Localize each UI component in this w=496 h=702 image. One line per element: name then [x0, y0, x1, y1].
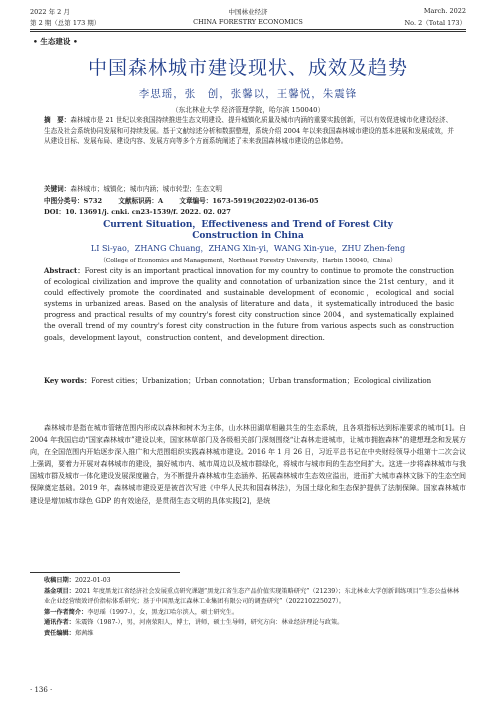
body-paragraph: 森林城市是指在城市管辖范围内形成以森林和树木为主体，山水林田湖草相融共生的生态系统，且各项指标达到标准要求的城市[1]。自 2004 年我国启动“国家森林城市”建设以来，国家林草部门及各级相关部门深刻围绕“让森林走进城市，让城市拥抱森林”的建想理念和发展方向，在全国范围内开始逐步深入推广和大范围组织实践森林城市建设。2016 年 1 月 26 日，习近平总书记在中央财经领导小组第十二次会议上强调，要着力开展对森林城市的建设，搞好城市内、城市周边以及城市群绿化，将城市与城市间的生态空间扩大。这进一步将森林城市与我国城市群及城市一体化建设发展深度融合，为不断提升森林城市生态涵养、拓展森林城市生态效应溢出，进而扩大城市森林文脉下的生态空间保障奠定基础。2019 年，森林城市建设更是被首次写进《中华人民共和国森林法》，为国土绿化和生态保护提供了法制保障。国家森林城市建设是增加城市绿色 GDP 的有效途径，是贯彻生态文明的具体实践[2]，是统 [30, 424, 466, 505]
article-number: 文章编号：1673-5919(2022)02-0136-05 [179, 197, 319, 205]
clc-number: 中图分类号：S732 [44, 197, 103, 205]
title-en-line-1: Current Situation，Effectiveness and Trend of Forest City [103, 220, 393, 230]
header-journal-cn: 中国林业经济 [228, 8, 268, 16]
keywords-en-text: Forest cities；Urbanization；Urban connotation；Urban transformation；Ecological civilization [91, 377, 432, 385]
keywords-en [44, 376, 454, 387]
header-date-en: March. 2022 [423, 7, 466, 15]
header-issue-en: No. 2（Total 173） [404, 19, 466, 27]
title-en-line-2: Construction in China [192, 231, 304, 241]
abstract-en [44, 265, 454, 344]
abstract-en-label: Abstract： [44, 266, 85, 275]
footnotes [44, 576, 464, 640]
footnote-rule [30, 572, 180, 573]
classification-line [44, 195, 333, 205]
abstract-cn [44, 115, 454, 147]
footnote-editor: 责任编辑：郑茜维 [44, 629, 94, 637]
abstract-cn-label: 摘 要： [44, 116, 71, 124]
header-rule [30, 29, 466, 30]
doi[interactable]: DOI：10. 13691/j. cnki. cn23-1539/f. 2022. 02. 027 [44, 208, 231, 216]
article-title-en [0, 220, 496, 242]
running-header-bottom [30, 18, 466, 28]
footnote-corresponding-author: 通讯作者：朱震锋（1987-），男，河南荥阳人，博士，讲师，硕士生导师，研究方向：林业经济理论与政策。 [44, 619, 344, 627]
footnote-received: 收稿日期：2022-01-03 [44, 577, 111, 584]
keywords-cn [44, 183, 454, 193]
authors-cn: 李思瑶，张 创，张馨以，王馨悦，朱震锋 [138, 88, 358, 100]
abstract-en-text: Forest city is an important practical innovation for my country to continue to promote the construction of ecological civilization and improve the quality and connotation of urbanization since the 21st century，and it could effectively promote the coordinated and sustainable development of economic，ecological and social systems in urbanized areas. Based on the analysis of literature and data，it systematically introduced the basic progress and practical results of my country's forest city construction since 2004，and systematically explained the overall trend of my country's forest city construction in the future from various aspects such as construction goals，development layout，construction content，and development direction. [44, 267, 454, 342]
header-issue-cn: 第 2 期（总第 173 期） [30, 19, 101, 27]
keywords-cn-text: 森林城市；城镇化；城市内涵；城市转型；生态文明 [70, 185, 223, 193]
header-journal-en: CHINA FORESTRY ECONOMICS [193, 18, 303, 26]
keywords-en-label: Key words： [44, 376, 92, 385]
header-rule-double [30, 31, 466, 32]
affiliation-en: （College of Economics and Management，Northeast Forestry University，Harbin 150040，China） [100, 258, 396, 264]
page-number: · 136 · [30, 686, 53, 694]
authors-en: LI Si-yao，ZHANG Chuang，ZHANG Xin-yi，WANG Xin-yue，ZHU Zhen-feng [90, 244, 406, 253]
running-header-top [30, 7, 466, 17]
abstract-cn-text: 森林城市是 21 世纪以来我国持续推进生态文明建设、提升城镇化质量及城市内涵的重要实践创新，可以有效促进城市化建设经济、生态及社会系统协同发展和可持续发展。基于文献综述分析和数据整理，系统介绍 2004 年以来我国森林城市建设的基本进展和发展成效，并从建设目标、发展布局、建设内容、发展方向等多个方面系统阐述了未来我国森林城市建设的总体趋势。 [44, 116, 455, 146]
header-date-cn: 2022 年 2 月 [30, 8, 70, 16]
footnote-first-author: 第一作者简介：李思瑶（1997-），女，黑龙江哈尔滨人，硕士研究生。 [44, 608, 239, 616]
footnote-funding: 基金项目：2021 年度黑龙江省经济社会发展重点研究课题“黑龙江省生态产品价值实现策略研究”（21239）；东北林业大学创新训练项目“生态公益林林业企业经营绩效评价指标体系研究；基于中国黑龙江森林工业集团有限公司的调查研究”（202210225027）。 [44, 587, 460, 606]
article-title-cn: 中国森林城市建设现状、成效及趋势 [87, 57, 408, 79]
keywords-cn-label: 关键词： [44, 185, 71, 193]
section-label: • 生态建设 • [33, 37, 78, 46]
affiliation-cn: （东北林业大学 经济管理学院，哈尔滨 150040） [171, 106, 325, 114]
document-code: 文献标识码：A [118, 197, 164, 205]
